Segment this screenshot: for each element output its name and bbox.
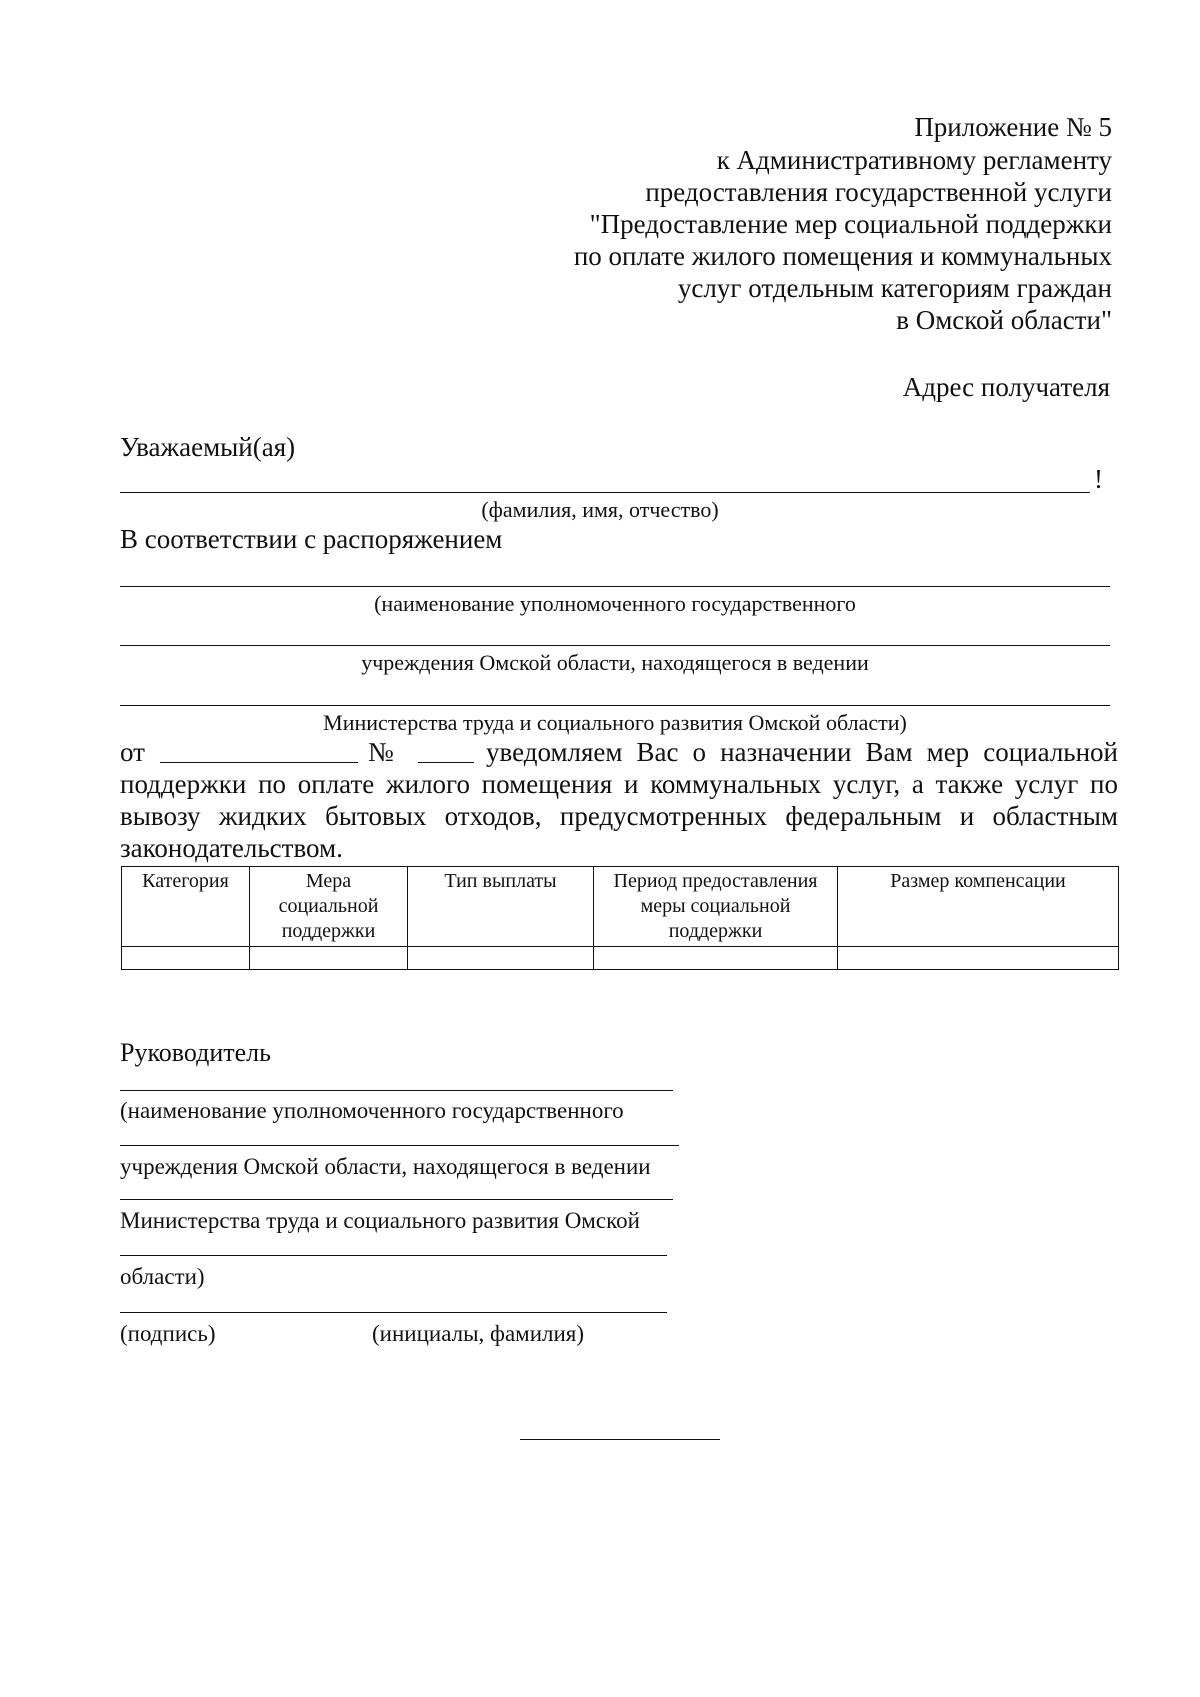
- table-cell[interactable]: [594, 947, 838, 970]
- header-line: к Административному регламенту: [716, 145, 1112, 175]
- table-cell[interactable]: [838, 947, 1119, 970]
- from-word: от: [120, 737, 145, 767]
- table-row: [122, 947, 1119, 970]
- salutation: Уважаемый(ая): [120, 432, 296, 462]
- date-field[interactable]: [160, 762, 358, 763]
- table-header-cell: Период предоставления меры социальной поддержки: [594, 867, 838, 947]
- closing-divider: [520, 1439, 720, 1440]
- header-line: по оплате жилого помещения и коммунальных: [573, 241, 1112, 271]
- signatory-field-line[interactable]: [120, 1255, 667, 1256]
- signatory-field-line[interactable]: [120, 1090, 673, 1091]
- header-line: предоставления государственной услуги: [645, 177, 1112, 207]
- signatory-field-line[interactable]: [120, 1145, 679, 1146]
- authority-caption: учреждения Омской области, находящегося в ведении: [361, 650, 869, 675]
- signatory-caption: области): [120, 1264, 205, 1289]
- table-cell[interactable]: [408, 947, 594, 970]
- exclamation-mark: !: [1094, 464, 1103, 494]
- compensation-table: [121, 866, 1119, 970]
- signature-label: (подпись): [120, 1321, 216, 1346]
- body-line: законодательством.: [120, 833, 343, 863]
- header-line: в Омской области": [896, 305, 1112, 335]
- table-cell[interactable]: [122, 947, 250, 970]
- number-sign: №: [368, 737, 394, 767]
- signatory-caption: Министерства труда и социального развития Омской: [120, 1208, 640, 1233]
- appendix-number: Приложение № 5: [914, 112, 1112, 142]
- authority-field-line[interactable]: [120, 586, 1110, 587]
- authority-caption: Министерства труда и социального развития Омской области): [323, 710, 907, 735]
- header-line: "Предоставление мер социальной поддержки: [589, 209, 1112, 239]
- body-line: вывозу жидких бытовых отходов, предусмотренных федеральным и областным: [120, 801, 1118, 831]
- table-header-cell: Мера социальной поддержки: [250, 867, 408, 947]
- body-line: поддержки по оплате жилого помещения и коммунальных услуг, а также услуг по: [120, 769, 1118, 799]
- notify-text: уведомляем Вас о назначении Вам мер социальной: [486, 737, 1118, 767]
- authority-caption: (наименование уполномоченного государственного: [374, 591, 856, 616]
- fio-field-line[interactable]: [120, 492, 1090, 493]
- authority-field-line[interactable]: [120, 705, 1110, 706]
- signatory-caption: учреждения Омской области, находящегося в ведении: [120, 1154, 651, 1179]
- fio-caption: (фамилия, имя, отчество): [481, 497, 719, 522]
- signatory-field-line[interactable]: [120, 1199, 673, 1200]
- signatory-caption: (наименование уполномоченного государственного: [120, 1098, 624, 1123]
- number-field[interactable]: [418, 762, 474, 763]
- signatory-title: Руководитель: [120, 1038, 271, 1067]
- signature-field-line[interactable]: [120, 1312, 667, 1313]
- authority-field-line[interactable]: [120, 645, 1110, 646]
- table-header-cell: Тип выплаты: [408, 867, 594, 947]
- name-label: (инициалы, фамилия): [372, 1321, 585, 1346]
- table-cell[interactable]: [250, 947, 408, 970]
- intro-text: В соответствии с распоряжением: [120, 524, 503, 554]
- table-header-cell: Категория: [122, 867, 250, 947]
- table-header-cell: Размер компенсации: [838, 867, 1119, 947]
- header-line: услуг отдельным категориям граждан: [677, 273, 1112, 303]
- table-header-row: [122, 867, 1119, 947]
- recipient-address: Адрес получателя: [902, 372, 1110, 402]
